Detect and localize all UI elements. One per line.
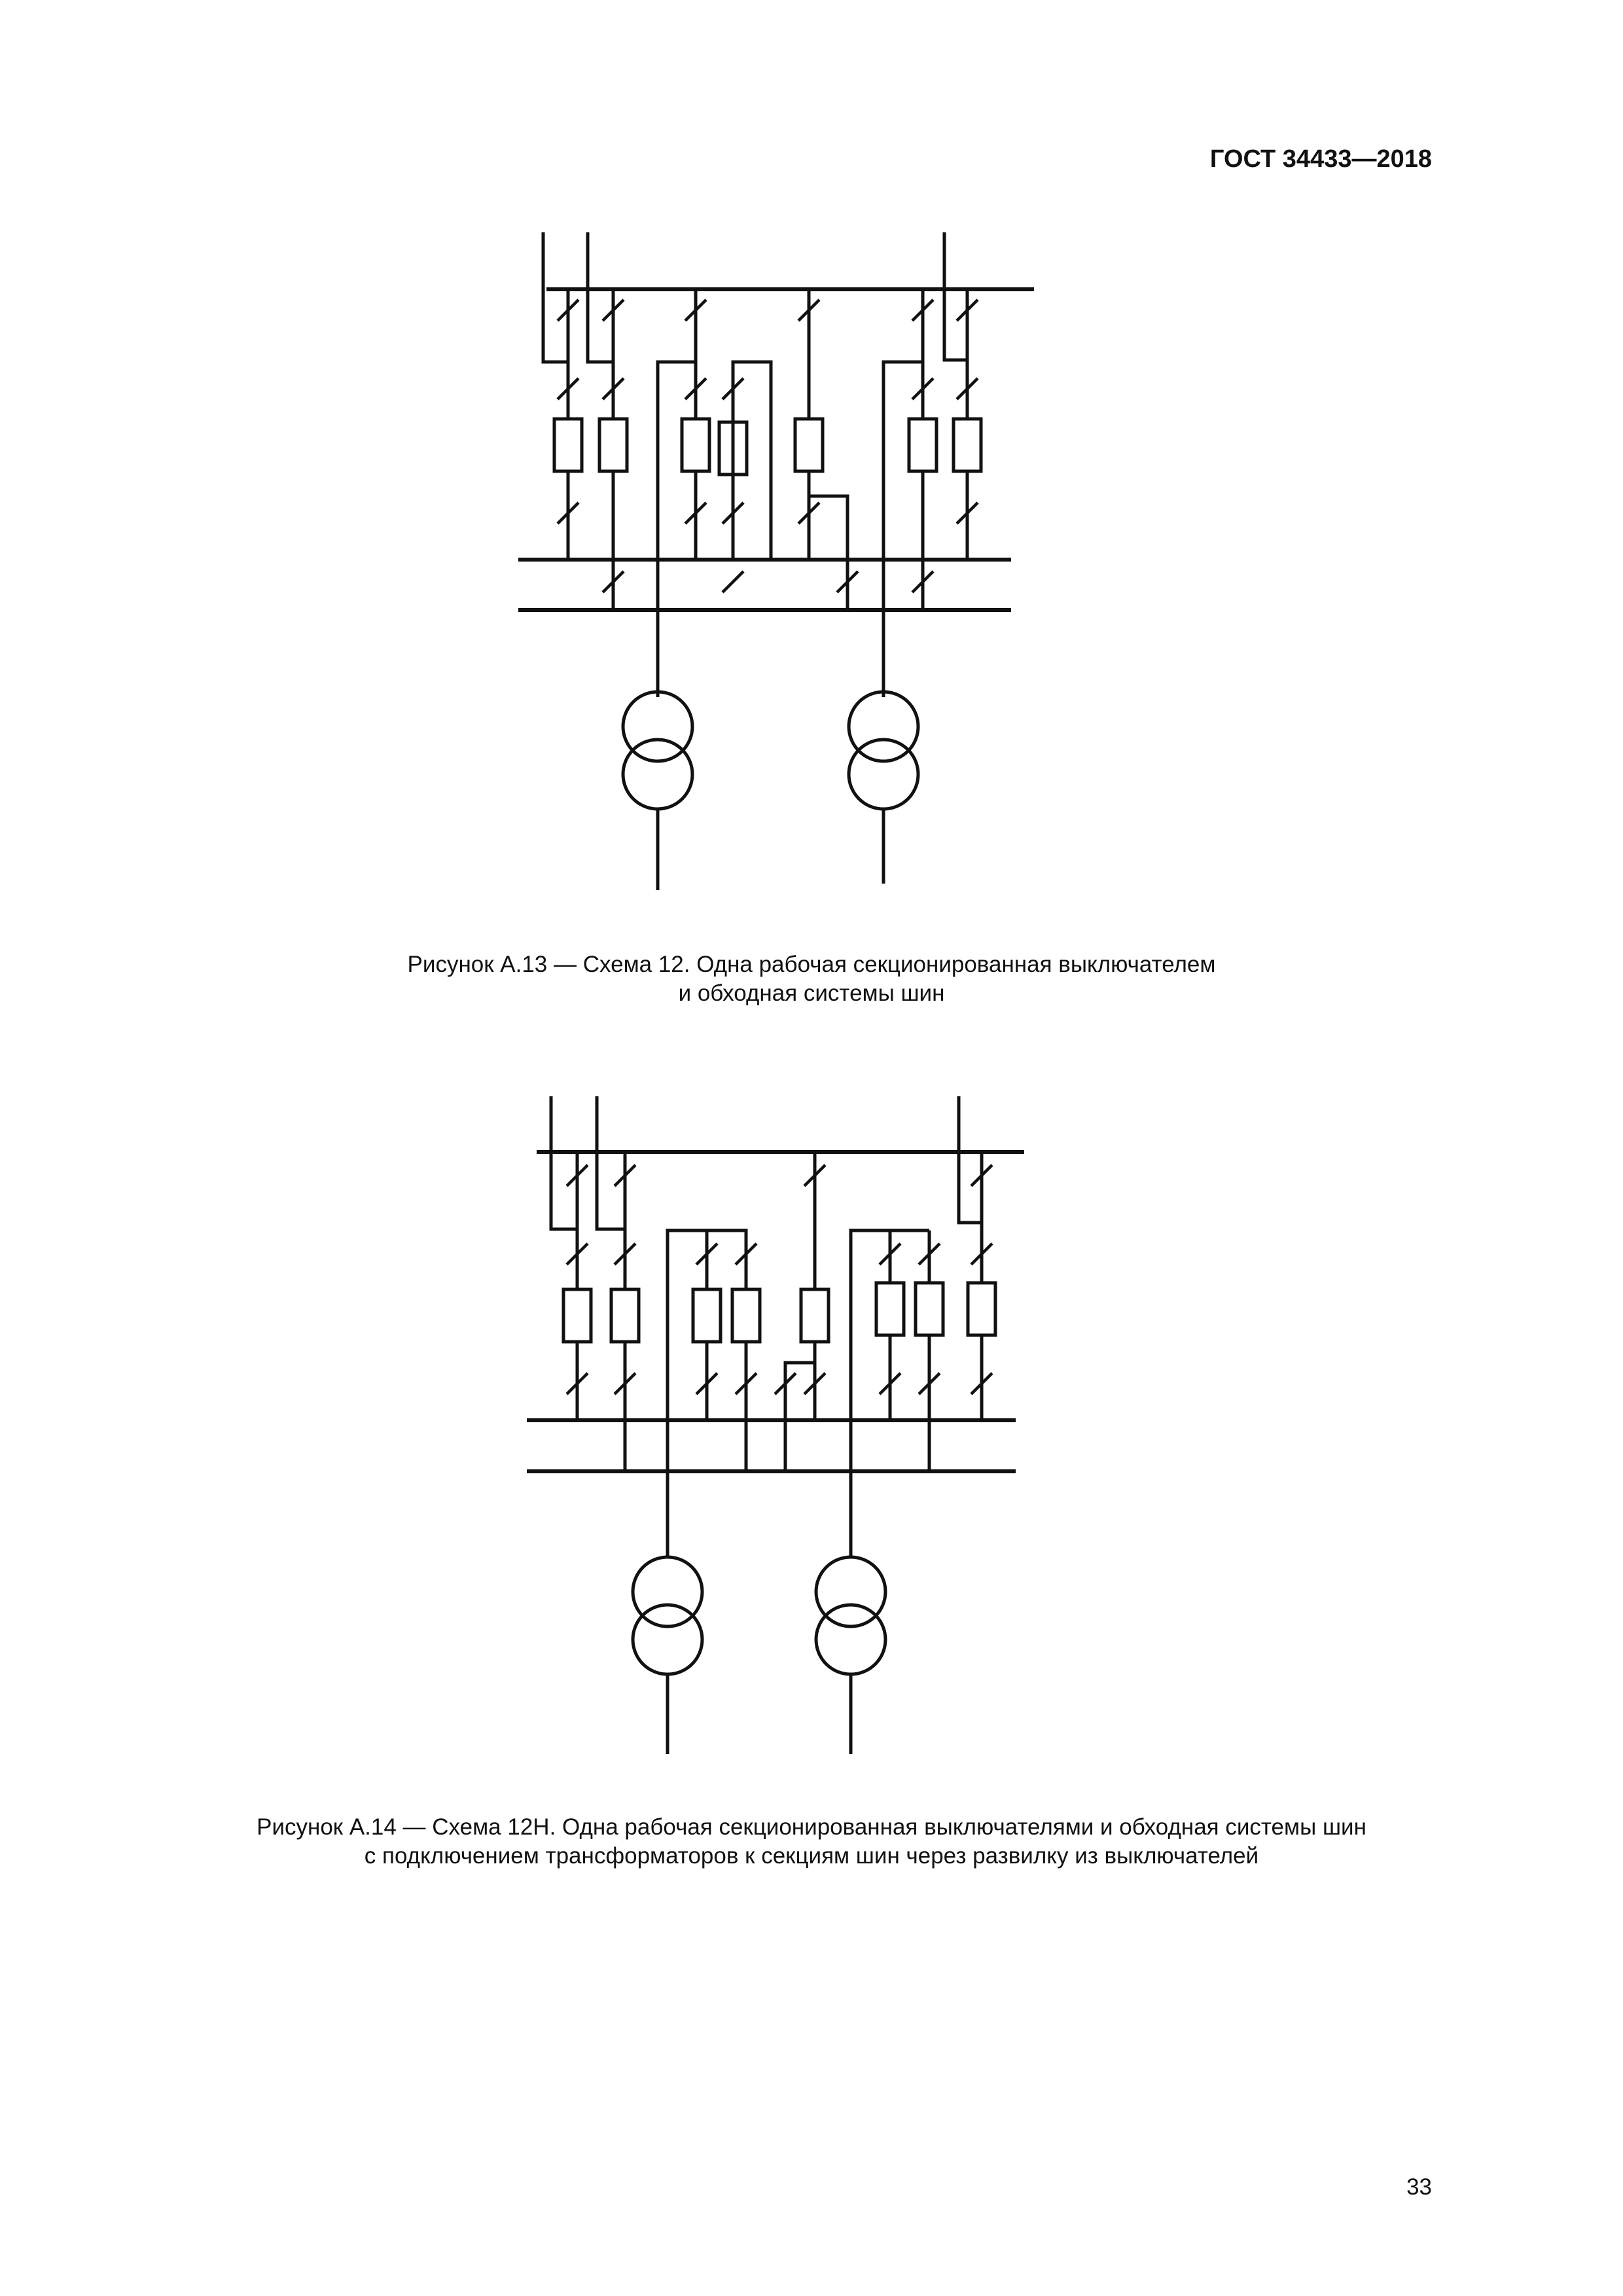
page-number: 33 — [1406, 2174, 1432, 2200]
diagram-schema-12n — [0, 1060, 1623, 1780]
transformer-fork — [668, 1230, 760, 1558]
transformer-branch — [883, 289, 936, 697]
figure-caption — [0, 1813, 1623, 1871]
figure-caption — [0, 950, 1623, 1008]
line-feeder — [944, 232, 981, 560]
caption-line: и обходная системы шин — [678, 980, 945, 1006]
document-header: ГОСТ 34433—2018 — [1209, 145, 1432, 173]
line-feeder — [551, 1096, 591, 1420]
sectional-breaker — [795, 289, 858, 610]
bypass-breaker — [775, 1152, 829, 1471]
caption-line: Рисунок А.13 — Схема 12. Одна рабочая секционированная выключателем — [407, 952, 1216, 977]
caption-line: Рисунок А.14 — Схема 12Н. Одна рабочая секционированная выключателями и обходная системы шин — [257, 1814, 1366, 1840]
transformer — [816, 1557, 885, 1754]
diagram-schema-12 — [0, 0, 1623, 916]
transformer-fork — [851, 1230, 943, 1558]
transformer — [633, 1557, 702, 1754]
transformer-branch — [658, 289, 709, 697]
line-feeder — [543, 232, 582, 560]
line-feeder — [959, 1096, 995, 1420]
transformer — [849, 692, 918, 884]
transformer — [623, 692, 692, 890]
caption-line: с подключением трансформаторов к секциям шин через развилку из выключателей — [364, 1843, 1259, 1869]
